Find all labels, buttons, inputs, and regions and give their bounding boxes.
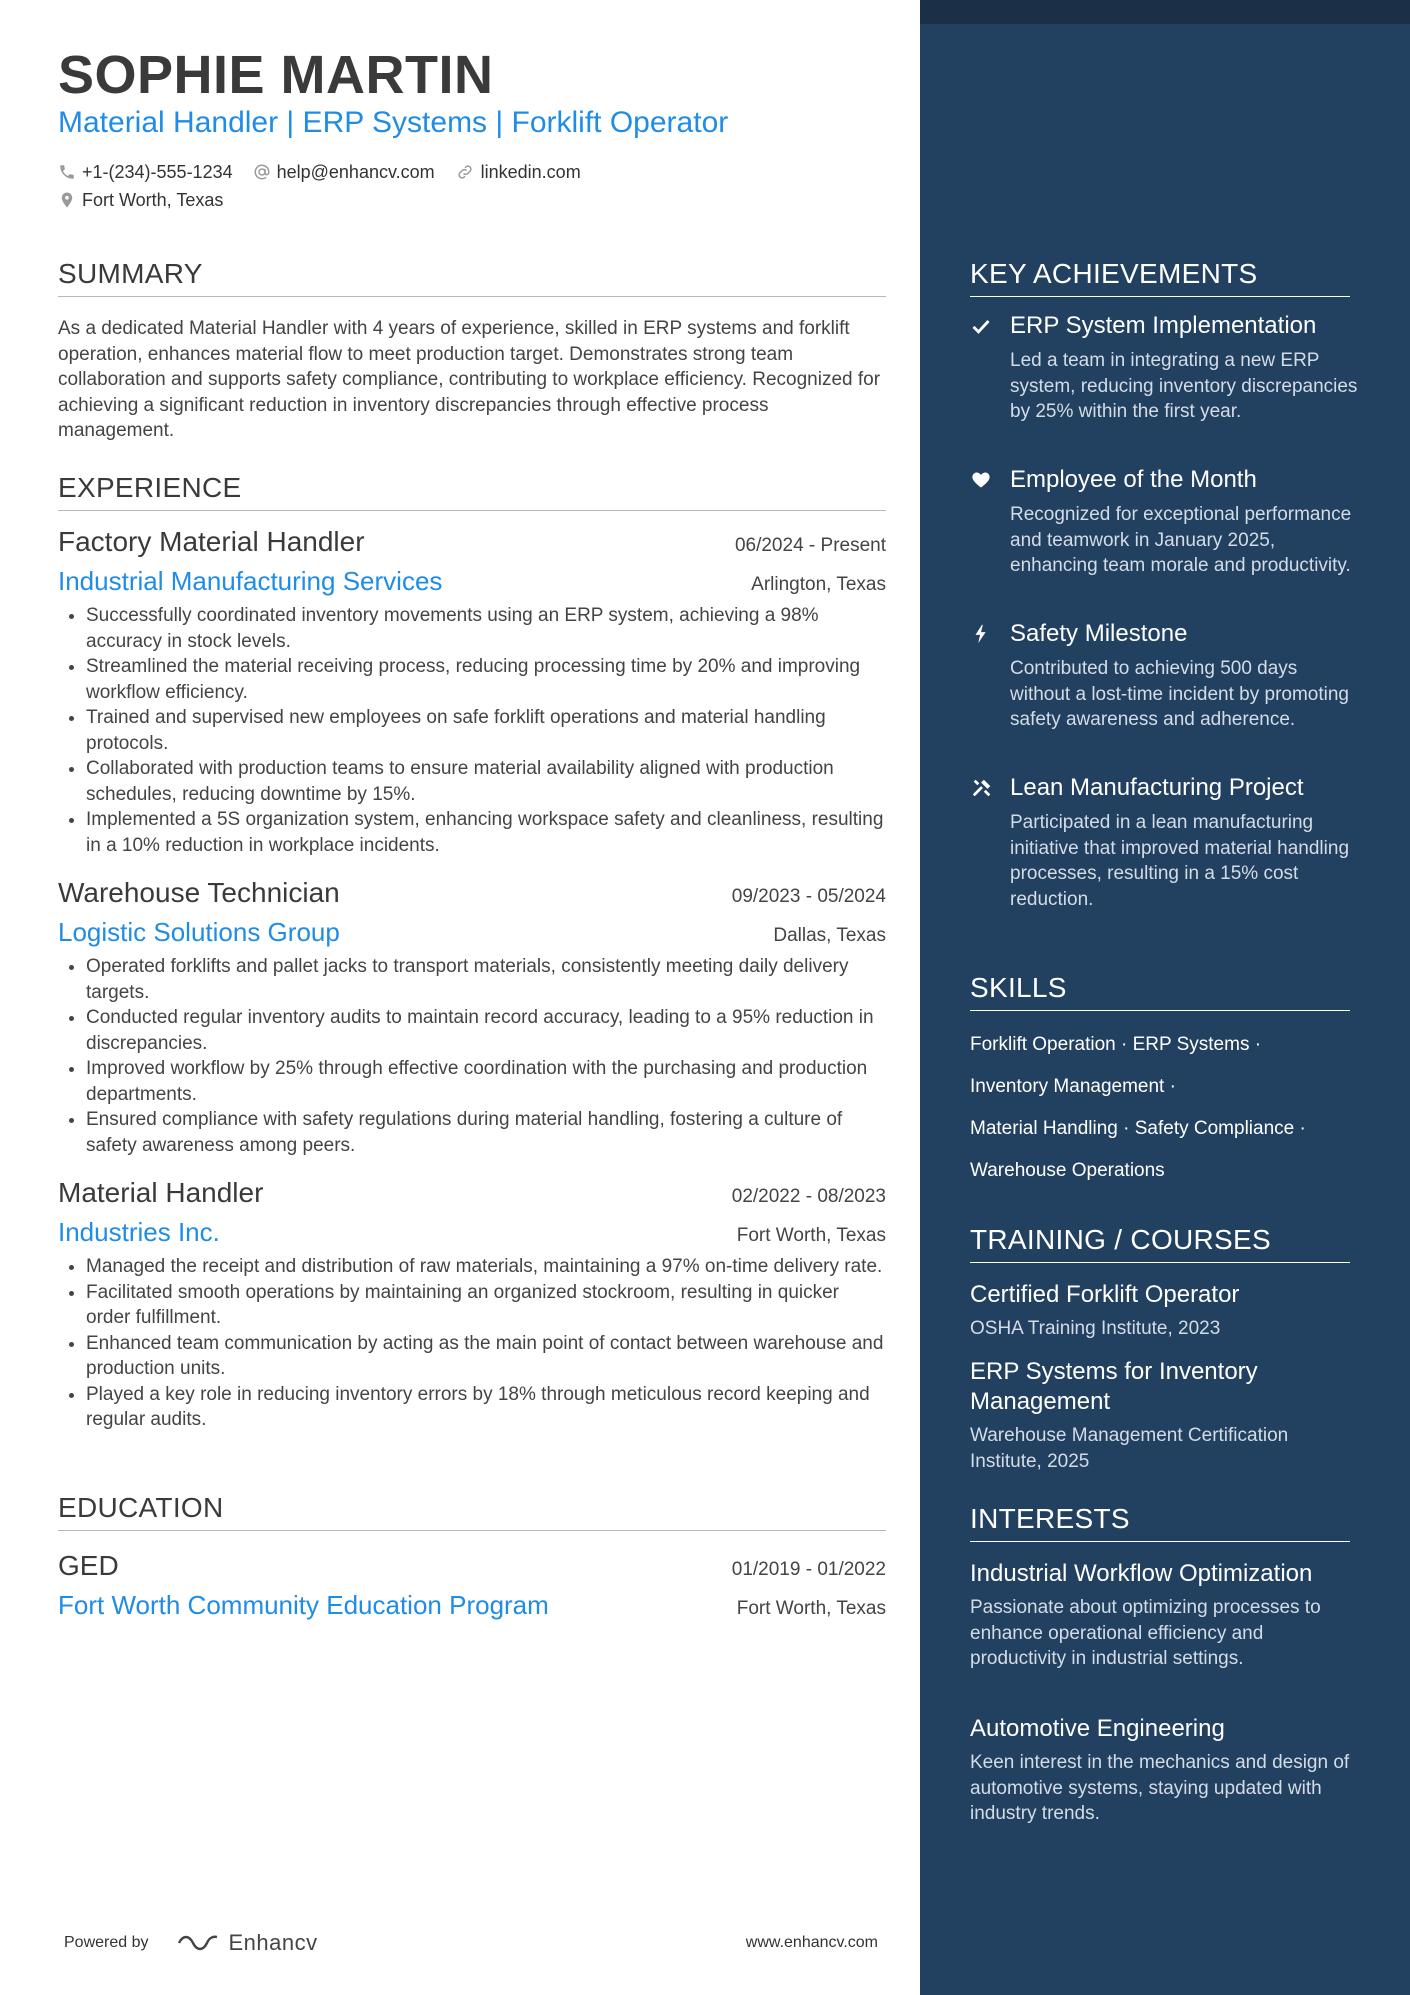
experience-heading: EXPERIENCE (58, 472, 886, 511)
job-entry (58, 526, 886, 858)
skills-line: Warehouse Operations (970, 1160, 1165, 1181)
course-title: Certified Forklift Operator (970, 1281, 1240, 1308)
footer (64, 1930, 878, 1956)
course-provider: OSHA Training Institute, 2023 (970, 1318, 1221, 1339)
job-bullet: • Operated forklifts and pallet jacks to transport materials, consistently meeting daily delivery targets. (86, 954, 886, 1005)
contact-info (58, 158, 601, 214)
education-entry (58, 1550, 886, 1621)
enhancv-logo-icon (175, 1931, 221, 1955)
job-bullets (58, 1254, 886, 1433)
job-dates: 09/2023 - 05/2024 (731, 886, 886, 907)
education-heading: EDUCATION (58, 1492, 886, 1531)
at-icon (253, 163, 271, 181)
summary-heading: SUMMARY (58, 258, 886, 297)
powered-by-brand[interactable] (64, 1930, 318, 1956)
achievements-heading: KEY ACHIEVEMENTS (970, 258, 1350, 297)
job-bullet: • Managed the receipt and distribution of raw materials, maintaining a 97% on-time delivery rate. (86, 1254, 886, 1280)
contact-phone[interactable] (58, 162, 233, 183)
job-bullets (58, 603, 886, 858)
achievement-item (970, 312, 1360, 425)
achievement-desc: Contributed to achieving 500 days without a lost-time incident by promoting safety awareness and adherence. (1010, 658, 1349, 730)
skills-line: Forklift Operation · ERP Systems · (970, 1034, 1262, 1055)
job-role: Factory Material Handler (58, 526, 365, 557)
job-bullet: • Successfully coordinated inventory movements using an ERP system, achieving a 98% accuracy in stock levels. (86, 603, 886, 654)
interest-desc: Passionate about optimizing processes to enhance operational efficiency and productivity in industrial settings. (970, 1597, 1321, 1669)
job-bullet: • Enhanced team communication by acting as the main point of contact between warehouse and production units. (86, 1331, 886, 1382)
education-location: Fort Worth, Texas (736, 1598, 886, 1619)
education-school: Fort Worth Community Education Program (58, 1590, 549, 1620)
course-item (970, 1280, 1360, 1342)
job-bullet: • Trained and supervised new employees on safe forklift operations and material handling protocols. (86, 705, 886, 756)
job-role: Warehouse Technician (58, 877, 340, 908)
candidate-title: Material Handler | ERP Systems | Forklift Operator (58, 106, 729, 139)
training-heading: TRAINING / COURSES (970, 1224, 1350, 1263)
achievement-desc: Led a team in integrating a new ERP system, reducing inventory discrepancies by 25% within the first year. (1010, 350, 1358, 422)
brand-name: Enhancv (228, 1930, 318, 1955)
tools-icon (970, 777, 1000, 799)
link-icon (455, 163, 475, 181)
course-item (970, 1357, 1360, 1474)
achievement-desc: Participated in a lean manufacturing initiative that improved material handling processes, resulting in a 15% cost reduction. (1010, 812, 1350, 910)
contact-linkedin[interactable] (455, 162, 581, 183)
achievement-desc: Recognized for exceptional performance and teamwork in January 2025, enhancing team morale and productivity. (1010, 504, 1352, 576)
phone-icon (58, 163, 76, 181)
achievement-title: Lean Manufacturing Project (1010, 774, 1304, 801)
powered-by-text: Powered by (64, 1934, 149, 1951)
skills-line: Inventory Management · (970, 1076, 1176, 1097)
job-role: Material Handler (58, 1177, 264, 1208)
course-title: ERP Systems for Inventory Management (970, 1358, 1258, 1415)
checkmark-icon (970, 316, 1000, 336)
interests-heading: INTERESTS (970, 1503, 1350, 1542)
interest-item (970, 1559, 1360, 1672)
job-company: Logistic Solutions Group (58, 917, 340, 947)
interest-item (970, 1714, 1360, 1827)
job-location: Dallas, Texas (773, 925, 886, 946)
job-location: Arlington, Texas (751, 574, 886, 595)
job-dates: 02/2022 - 08/2023 (731, 1186, 886, 1207)
interest-desc: Keen interest in the mechanics and design of automotive systems, staying updated with industry trends. (970, 1752, 1350, 1824)
job-dates: 06/2024 - Present (734, 535, 886, 556)
education-dates: 01/2019 - 01/2022 (731, 1559, 886, 1580)
achievement-item (970, 466, 1360, 579)
job-company: Industries Inc. (58, 1217, 220, 1247)
contact-location (58, 190, 223, 211)
location-pin-icon (58, 191, 76, 209)
contact-email[interactable] (253, 162, 435, 183)
job-bullet: • Ensured compliance with safety regulations during material handling, fostering a culture of safety awareness among peers. (86, 1107, 886, 1158)
lightning-icon (970, 623, 1000, 645)
education-degree: GED (58, 1550, 119, 1581)
footer-url[interactable]: www.enhancv.com (745, 1934, 878, 1951)
job-company: Industrial Manufacturing Services (58, 566, 443, 596)
linkedin-text: linkedin.com (480, 161, 581, 182)
skills-heading: SKILLS (970, 972, 1350, 1011)
interest-title: Automotive Engineering (970, 1715, 1225, 1742)
job-bullet: • Played a key role in reducing inventory errors by 18% through meticulous record keeping and regular audits. (86, 1382, 886, 1433)
location-text: Fort Worth, Texas (82, 189, 224, 210)
course-provider: Warehouse Management Certification Institute, 2025 (970, 1425, 1289, 1472)
job-location: Fort Worth, Texas (736, 1225, 886, 1246)
achievement-title: Safety Milestone (1010, 620, 1188, 647)
achievement-title: ERP System Implementation (1010, 312, 1317, 339)
sidebar (920, 0, 1410, 1995)
job-bullets (58, 954, 886, 1158)
candidate-name: SOPHIE MARTIN (58, 45, 494, 105)
job-bullet: • Collaborated with production teams to ensure material availability aligned with production schedules, reducing downtime by 15%. (86, 756, 886, 807)
job-bullet: • Streamlined the material receiving process, reducing processing time by 20% and improving workflow efficiency. (86, 654, 886, 705)
sidebar-top-bar (920, 0, 1410, 24)
email-text: help@enhancv.com (276, 161, 435, 182)
job-entry (58, 1177, 886, 1433)
job-bullet: • Facilitated smooth operations by maintaining an organized stockroom, resulting in quicker order fulfillment. (86, 1280, 886, 1331)
skills-list (970, 1024, 1370, 1192)
job-bullet: • Implemented a 5S organization system, enhancing workspace safety and cleanliness, resulting in a 10% reduction in workplace incidents. (86, 807, 886, 858)
achievement-item (970, 774, 1360, 912)
skills-line: Material Handling · Safety Compliance · (970, 1118, 1306, 1139)
job-bullet: • Conducted regular inventory audits to maintain record accuracy, leading to a 95% reduction in discrepancies. (86, 1005, 886, 1056)
job-entry (58, 877, 886, 1158)
achievement-title: Employee of the Month (1010, 466, 1257, 493)
phone-text: +1-(234)-555-1234 (82, 161, 233, 182)
heart-icon (970, 470, 1000, 490)
interest-title: Industrial Workflow Optimization (970, 1560, 1313, 1587)
job-bullet: • Improved workflow by 25% through effective coordination with the purchasing and production departments. (86, 1056, 886, 1107)
achievement-item (970, 620, 1360, 733)
summary-text: As a dedicated Material Handler with 4 years of experience, skilled in ERP systems and forklift operation, enhances material flow to meet production target. Demonstrates strong team collaboration and supports safety compliance, contributing to workplace efficiency. Recognized for achieving a significant reduction in inventory discrepancies through effective process management. (58, 318, 881, 441)
